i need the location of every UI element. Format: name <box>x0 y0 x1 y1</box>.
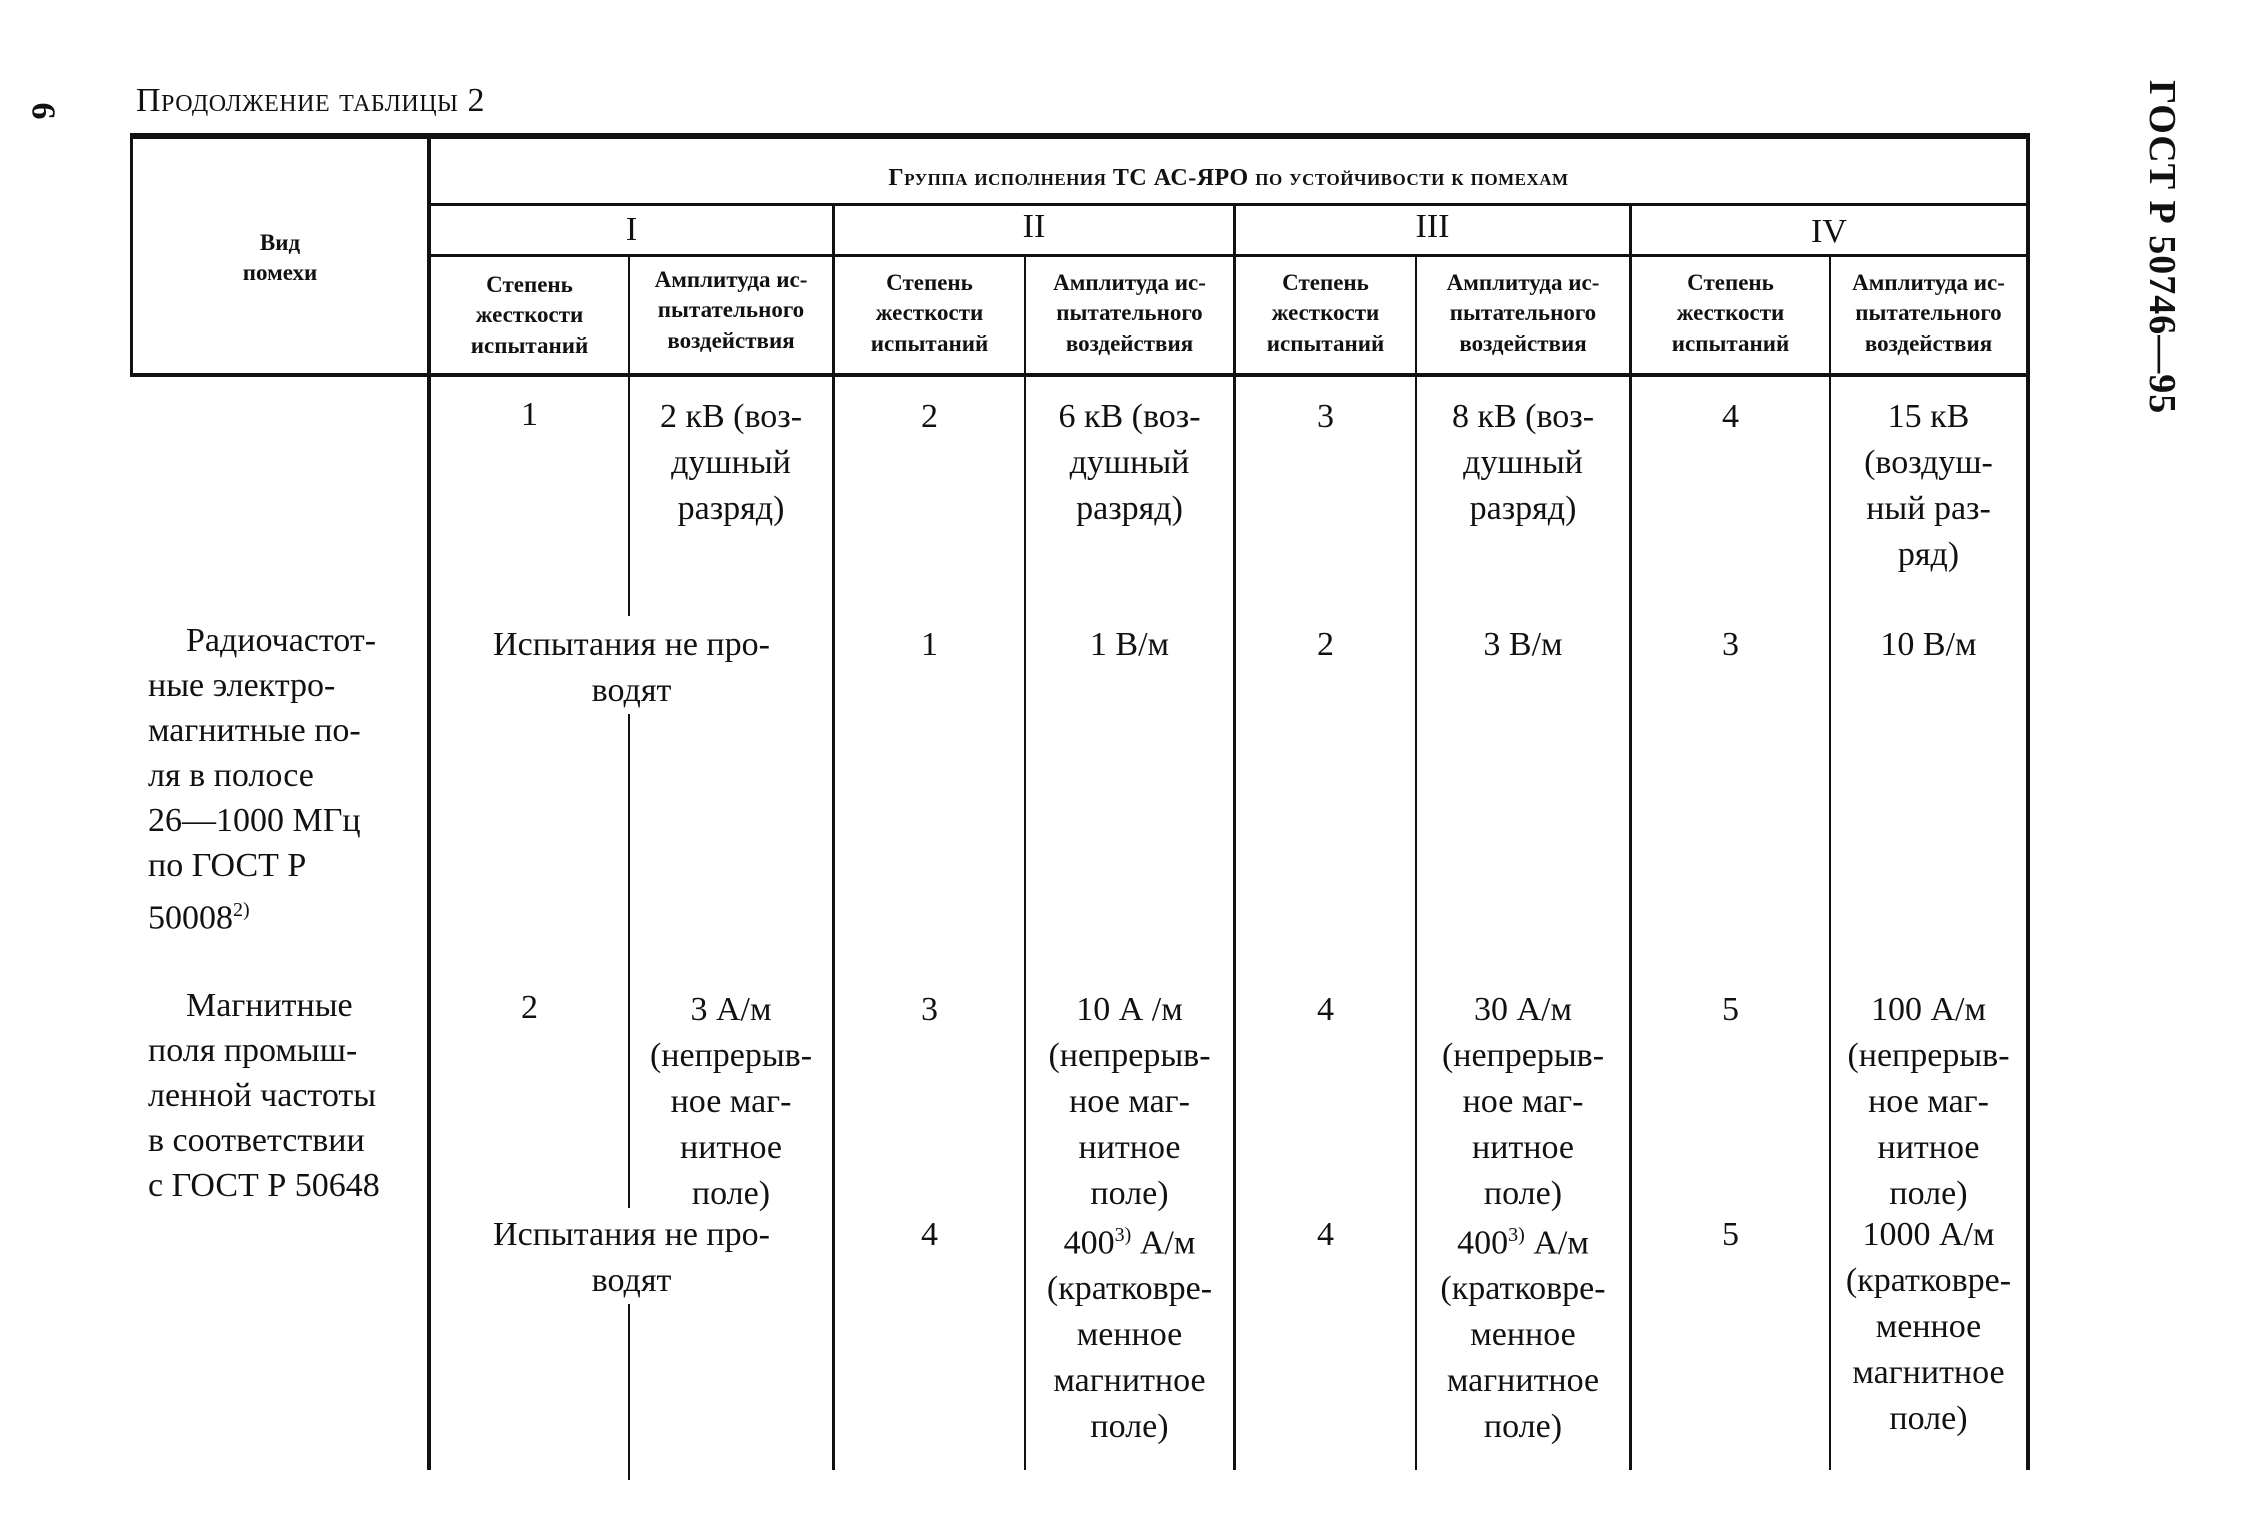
vid-header: Вид помехи <box>242 230 318 286</box>
row2-deg-iv: 3 <box>1722 626 1739 663</box>
row3-deg-iv: 5 <box>1722 991 1739 1028</box>
group-label-iv: IV <box>1811 213 1847 250</box>
row1-deg-i: 1 <box>521 396 538 433</box>
sub-degree-iv: Степень жесткости испытаний <box>1671 270 1790 356</box>
row1-amp-ii: 6 кВ (воз- душный разряд) <box>1058 398 1201 527</box>
row4-not-tested: Испытания не про- водят <box>431 1212 832 1304</box>
row1-amp-iii: 8 кВ (воз- душный разряд) <box>1451 398 1595 527</box>
row2-amp-iii: 3 В/м <box>1483 626 1563 663</box>
row4-amp-ii: 400$^{3)}$ А/м (кратковре- менное магнитное поле) <box>1046 1224 1213 1446</box>
row4-deg-iii: 4 <box>1317 1216 1334 1253</box>
row2-deg-iii: 2 <box>1317 626 1334 663</box>
row3-deg-ii: 3 <box>921 991 938 1028</box>
table-caption: Продолжение таблицы 2 <box>136 82 485 119</box>
row1-deg-iii: 3 <box>1317 398 1334 435</box>
row3-amp-iii: 30 А/м (непрерыв- ное маг- нитное поле) <box>1441 991 1605 1212</box>
sub-degree-iii: Степень жесткости испытаний <box>1266 270 1385 356</box>
row2-amp-iv: 10 В/м <box>1880 626 1977 663</box>
group-label-ii: II <box>1022 208 1046 245</box>
row3-amp-ii: 10 А /м (непрерыв- ное маг- нитное поле) <box>1048 991 1211 1212</box>
sub-ampl-iv: Амплитуда ис- пытательного воздействия <box>1852 270 2005 356</box>
row1-amp-i: 2 кВ (воз- душный разряд) <box>659 398 803 527</box>
group-label-i: I <box>625 211 638 248</box>
row2-deg-ii: 1 <box>921 626 938 663</box>
row1-amp-iv: 15 кВ (воздуш- ный раз- ряд) <box>1864 398 1993 573</box>
group-label-iii: III <box>1415 208 1450 245</box>
row3-amp-i: 3 А/м (непрерыв- ное маг- нитное поле) <box>649 991 813 1212</box>
group-header: Группа исполнения ТС АС-ЯРО по устойчивости к помехам <box>888 165 1569 191</box>
row4-amp-iii: 400$^{3)}$ А/м (кратковре- менное магнитное поле) <box>1440 1224 1606 1446</box>
row1-deg-ii: 2 <box>921 398 938 435</box>
sub-ampl-ii: Амплитуда ис- пытательного воздействия <box>1053 270 1206 356</box>
sub-degree-i: Степень жесткости испытаний <box>470 272 589 358</box>
document-code: ГОСТ Р 50746—95 <box>2141 80 2183 415</box>
row3-deg-i: 2 <box>521 989 538 1026</box>
row3-deg-iii: 4 <box>1317 991 1334 1028</box>
row4-amp-iv: 1000 А/м (кратковре- менное магнитное поле) <box>1845 1216 2012 1437</box>
row2-amp-ii: 1 В/м <box>1089 626 1170 663</box>
row2-interference-type: Радиочастот- ные электро- магнитные по- ля в полосе 26—1000 МГц по ГОСТ Р 50008$^{2)}$ <box>148 622 377 937</box>
row1-deg-iv: 4 <box>1722 398 1739 435</box>
sub-degree-ii: Степень жесткости испытаний <box>870 270 989 356</box>
row3-amp-iv: 100 А/м (непрерыв- ное маг- нитное поле) <box>1847 991 2010 1212</box>
row2-not-tested: Испытания не про- водят <box>431 622 832 714</box>
row4-deg-ii: 4 <box>921 1216 938 1253</box>
row3-interference-type: Магнитные поля промыш- ленной частоты в соответствии с ГОСТ Р 50648 <box>148 987 380 1204</box>
sub-ampl-i: Амплитуда ис- пытательного воздействия <box>654 267 808 353</box>
sub-ampl-iii: Амплитуда ис- пытательного воздействия <box>1446 270 1600 356</box>
row4-deg-iv: 5 <box>1722 1216 1739 1253</box>
page-number: 6 <box>24 102 62 120</box>
